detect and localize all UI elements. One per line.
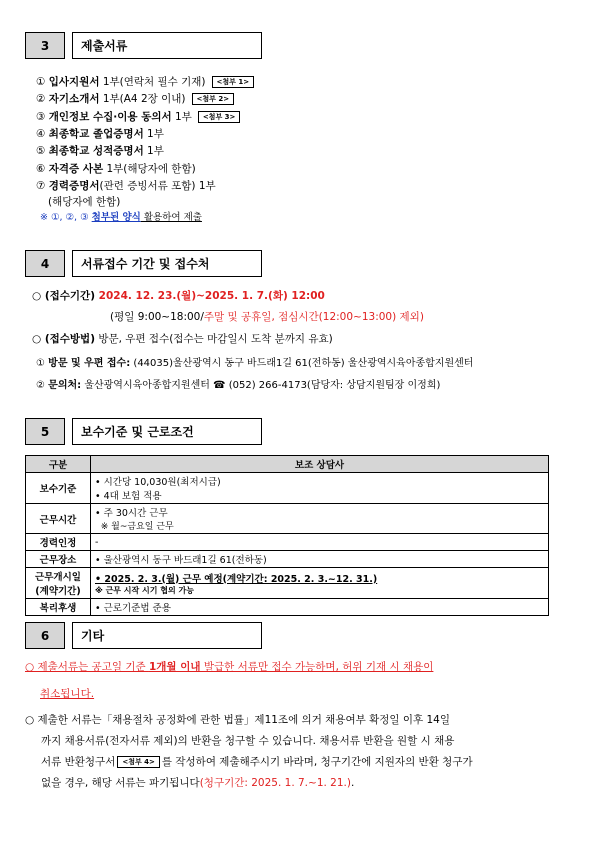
- attachment-4-tag: <첨부 4>: [117, 756, 160, 768]
- section-number: 4: [25, 250, 65, 277]
- section-number: 5: [25, 418, 65, 445]
- attachment-tag: <첨부 1>: [212, 76, 255, 88]
- notice-1-line-2: [40, 686, 94, 701]
- row-value: [91, 599, 549, 616]
- row-label: 보수기준: [26, 473, 91, 504]
- notice-emphasis: 1개월 이내: [148, 661, 201, 673]
- value-line: • 2025. 2. 3.(월) 근무 예정(계약기간: 2025. 2. 3.~12. 31.): [95, 573, 378, 585]
- row-value: [91, 551, 549, 568]
- document-item: [36, 126, 164, 141]
- document-name: 자격증 사본: [48, 162, 104, 175]
- notice-2-line-4: [25, 773, 555, 794]
- period-label: ○ (접수기간): [32, 290, 95, 302]
- document-item: [36, 91, 234, 106]
- document-detail: 1부(해당자에 한함): [103, 162, 196, 175]
- document-item: [36, 143, 164, 158]
- circled-number: ④: [36, 127, 46, 140]
- visit-line: [36, 354, 473, 369]
- pay-conditions-table: [25, 455, 549, 616]
- document-name: 최종학교 성적증명서: [48, 145, 144, 158]
- section-number: 6: [25, 622, 65, 649]
- header-position: 보조 상담사: [91, 456, 549, 473]
- notice-text: 없을 경우, 해당 서류는 파기됩니다: [41, 777, 200, 789]
- row-value: [91, 504, 549, 534]
- period-line: [32, 288, 325, 303]
- document-item: [36, 109, 240, 124]
- period-weekday: (평일 9:00~18:00/: [110, 311, 204, 323]
- row-label: 근무개시일 (계약기간): [26, 568, 91, 599]
- document-item: [36, 161, 196, 176]
- notice-text: 를 작성하여 제출해주시기 바라며, 청구기간에 지원자의 반환 청구가: [161, 756, 473, 768]
- table-row: [26, 473, 549, 504]
- row-value: [91, 473, 549, 504]
- document-name: 경력증명서: [48, 179, 100, 192]
- document-detail: 1부: [171, 110, 192, 123]
- claim-period: (청구기간: 2025. 1. 7.~1. 21.): [199, 777, 351, 789]
- row-label: 근무시간: [26, 504, 91, 534]
- value-line: ※ 근무 시작 시기 협의 가능: [95, 585, 194, 595]
- row-label: 근무장소: [26, 551, 91, 568]
- circled-number: ③: [36, 110, 46, 123]
- circled-number: ①: [36, 76, 46, 88]
- notice-2-line-3: [25, 752, 555, 773]
- notice-1-line-1: [25, 659, 433, 674]
- value-line: -: [95, 536, 99, 548]
- notice-text: 서류 반환청구서: [41, 756, 116, 768]
- circled-number: ⑤: [36, 145, 46, 158]
- value-line: • 4대 보험 적용: [95, 491, 162, 502]
- value-line: • 시간당 10,030원(최저시급): [95, 477, 221, 488]
- section-title: 보수기준 및 근로조건: [72, 418, 262, 445]
- notice-text: .: [350, 777, 355, 789]
- method-value: 방문, 우편 접수(접수는 마감일시 도착 분까지 유효): [95, 333, 333, 345]
- inquiry-line: [36, 376, 440, 391]
- notice-2-line-1: ○ 제출한 서류는「채용절차 공정화에 관한 법률」제11조에 의거 채용여부 확정일 이후 14일: [25, 714, 450, 726]
- table-row: [26, 551, 549, 568]
- section-6-header: [25, 622, 262, 649]
- table-header-row: [26, 456, 549, 473]
- item-7-continuation: (해당자에 한함): [48, 196, 121, 208]
- method-line: [32, 331, 333, 346]
- section-title: 기타: [72, 622, 262, 649]
- section-title: 서류접수 기간 및 접수처: [72, 250, 262, 277]
- section-title: 제출서류: [72, 32, 262, 59]
- attachment-tag: <첨부 3>: [198, 111, 241, 123]
- section-3-header: [25, 32, 262, 59]
- value-line: • 울산광역시 동구 바드래1길 61(전하동): [95, 555, 267, 566]
- period-sub: [110, 309, 424, 324]
- section-4-header: [25, 250, 262, 277]
- circled-number: ⑦: [36, 179, 46, 192]
- note-prefix: ※ ①, ②, ③: [40, 212, 92, 223]
- document-name: 최종학교 졸업증명서: [48, 127, 144, 140]
- row-label: 경력인정: [26, 534, 91, 551]
- table-row: [26, 599, 549, 616]
- circled-number: ⑥: [36, 162, 46, 175]
- notice-text: 취소됩니다.: [40, 688, 95, 700]
- circled-number: ①: [36, 358, 45, 369]
- circled-number: ②: [36, 380, 45, 391]
- value-line: • 주 30시간 근무: [95, 508, 168, 519]
- value-line: ※ 월~금요일 근무: [95, 522, 174, 532]
- visit-address: (44035)울산광역시 동구 바드래1길 61(전하동) 울산광역시육아종합지원센터: [130, 358, 474, 369]
- inquiry-label: 문의처:: [48, 380, 82, 391]
- note-suffix: 활용하여 제출: [140, 212, 202, 223]
- notice-2: [25, 710, 555, 794]
- method-label: ○ (접수방법): [32, 333, 95, 345]
- notice-text: 발급한 서류만 접수 가능하며, 허위 기재 시 채용이: [200, 661, 434, 673]
- notice-text: ○ 제출서류는 공고일 기준: [25, 661, 149, 673]
- document-name: 입사지원서: [48, 76, 100, 88]
- notice-2-line-2: 까지 채용서류(전자서류 제외)의 반환을 청구할 수 있습니다. 채용서류 반환을 원할 시 채용: [41, 735, 455, 747]
- document-name: 자기소개서: [48, 93, 100, 106]
- table-row: [26, 504, 549, 534]
- document-detail: 1부: [143, 145, 164, 158]
- row-label: 복리후생: [26, 599, 91, 616]
- document-item: [36, 178, 216, 193]
- period-exclusion: 주말 및 공휴일, 점심시간(12:00~13:00) 제외): [203, 311, 424, 323]
- period-value: 2024. 12. 23.(월)~2025. 1. 7.(화) 12:00: [98, 290, 325, 302]
- header-category: 구분: [26, 456, 91, 473]
- section-number: 3: [25, 32, 65, 59]
- document-detail: (관련 증빙서류 포함) 1부: [99, 179, 216, 192]
- document-detail: 1부(연락처 필수 기재): [99, 76, 206, 88]
- value-line: • 근로기준법 준용: [95, 603, 171, 614]
- document-detail: 1부: [143, 127, 164, 140]
- row-value: [91, 534, 549, 551]
- table-row: [26, 568, 549, 599]
- section-5-header: [25, 418, 262, 445]
- visit-label: 방문 및 우편 접수:: [48, 358, 131, 369]
- inquiry-value: 울산광역시육아종합지원센터 ☎ (052) 266-4173(담당자: 상담지원팀장 이정희): [81, 380, 441, 391]
- circled-number: ②: [36, 93, 46, 106]
- table-row: [26, 534, 549, 551]
- row-value: [91, 568, 549, 599]
- attachment-tag: <첨부 2>: [192, 93, 235, 105]
- document-item: [36, 74, 254, 89]
- document-name: 개인정보 수집·이용 동의서: [48, 110, 172, 123]
- attachment-note: [40, 209, 202, 223]
- attached-form-link[interactable]: 첨부된 양식: [91, 212, 141, 223]
- document-detail: 1부(A4 2장 이내): [99, 93, 186, 106]
